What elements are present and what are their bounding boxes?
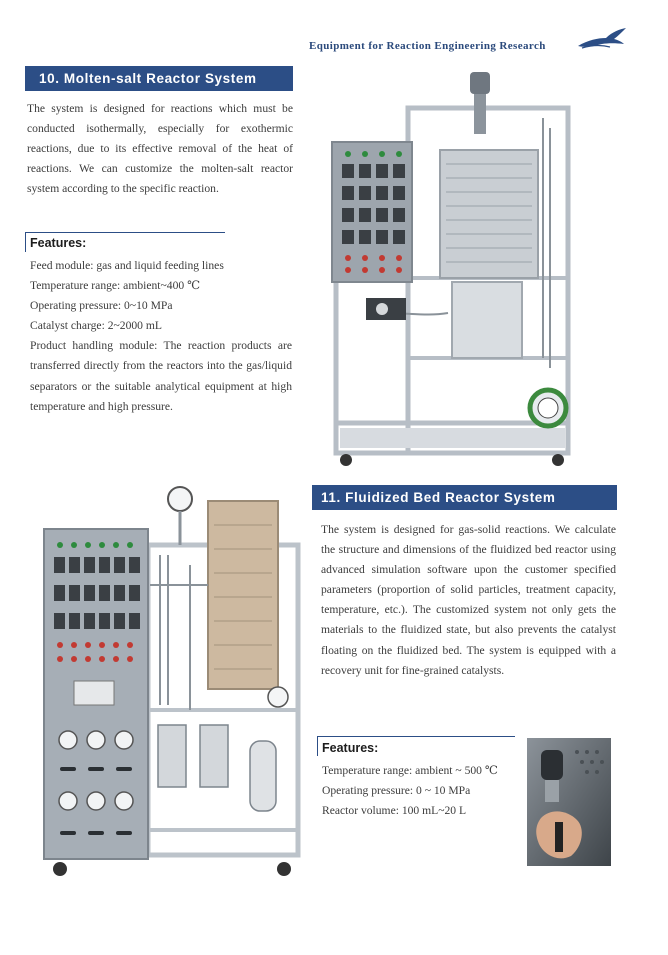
page-header-title: Equipment for Reaction Engineering Research [309,40,546,52]
section-11-description: The system is designed for gas-solid reactions. We calculate the structure and dimensions of the fluidized bed reactor using advanced simulation software upon the customer specified parameters (proportion of solid particles, treatment capacity, temperature, etc.). The customized system not only gets the materials to the fluidized state, but also prevents the catalyst floating on the fluidized bed. The system is equipped with a recovery unit for fine-grained catalysts. [321,523,616,677]
feature-item: Feed module: gas and liquid feeding lines [30,259,224,272]
section-11-features-label: Features: [322,741,379,755]
section-10-features-label: Features: [30,236,87,250]
hand-catalyst-photo [527,738,611,866]
molten-salt-reactor-image [328,68,576,468]
feature-item: Catalyst charge: 2~2000 mL [30,319,162,333]
feature-item: Operating pressure: 0 ~ 10 MPa [322,784,471,798]
bird-logo-icon [576,26,628,52]
fluidized-bed-reactor-image [40,485,302,880]
features-divider [317,736,515,737]
feature-item: Temperature range: ambient~400 ℃ [30,279,201,293]
section-10-features-list [30,256,292,417]
section-11-title-bar: 11. Fluidized Bed Reactor System [312,485,617,510]
section-10-title-bar: 10. Molten-salt Reactor System [25,66,293,91]
features-divider [25,232,225,233]
feature-item: Reactor volume: 100 mL~20 L [322,804,467,818]
features-divider-vertical [25,232,26,252]
feature-item: Temperature range: ambient ~ 500 ℃ [322,764,498,777]
features-divider-vertical [317,736,318,756]
section-10-description: The system is designed for reactions which must be conducted isothermally, especially for exothermic reactions, due to its effective removal of the heat of reactions. We can customize the molten-salt reactor system according to the specific reaction. [27,102,293,196]
feature-item: Operating pressure: 0~10 MPa [30,299,173,313]
feature-item: Product handling module: The reaction products are transferred directly from the reactors into the gas/liquid separators or the suitable analytical equipment at high temperature and high pressure. [30,339,292,413]
section-11-features-list [322,761,562,821]
